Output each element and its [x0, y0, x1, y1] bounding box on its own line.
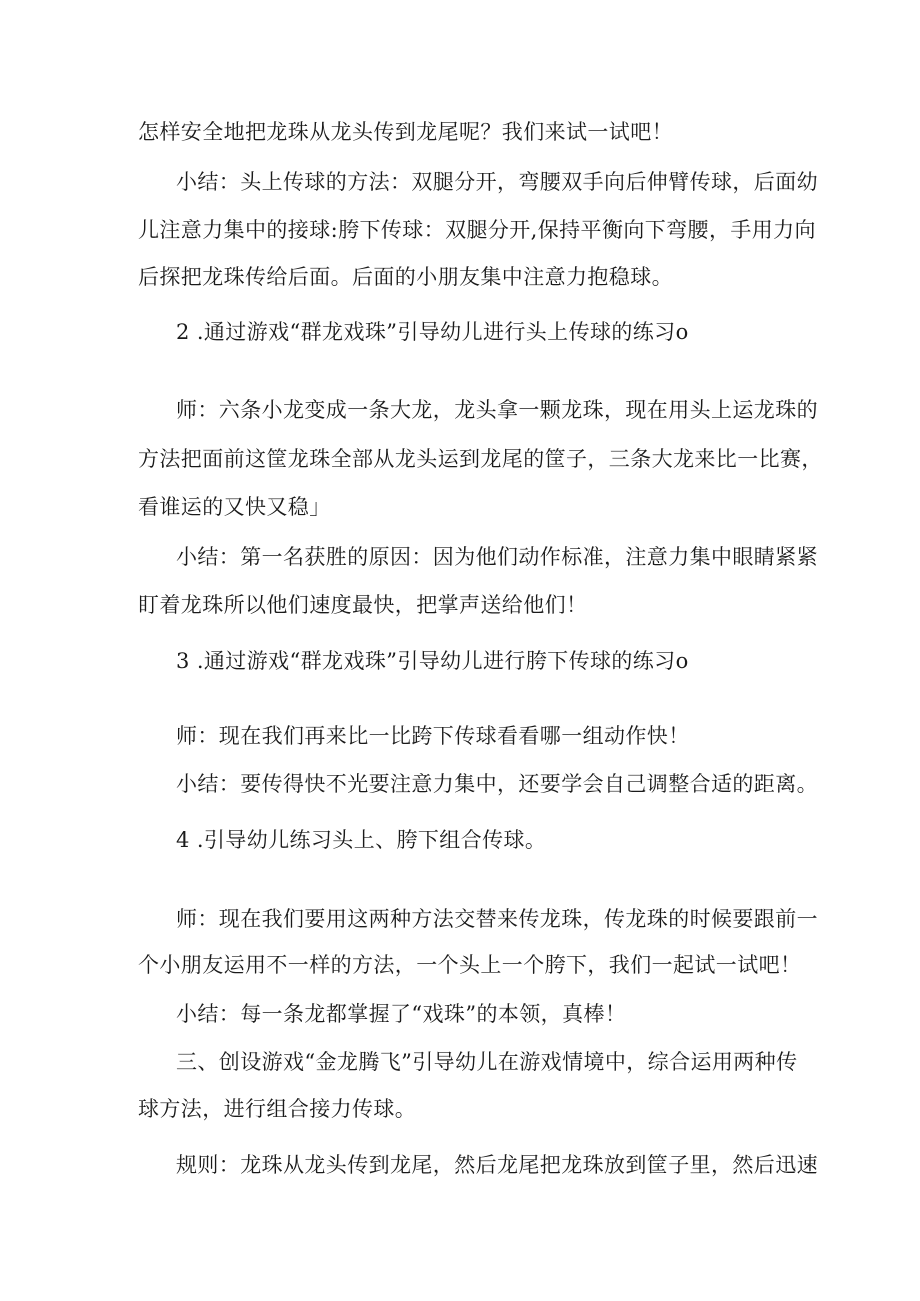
text-line: 看谁运的又快又稳」	[138, 495, 331, 519]
text-line: 盯着龙珠所以他们速度最快，把掌声送给他们！	[138, 593, 588, 617]
text-line: 方法把面前这筐龙珠全部从龙头运到龙尾的筐子，三条大龙来比一比赛，	[138, 447, 823, 471]
text-line: 规则：龙珠从龙头传到龙尾，然后龙尾把龙珠放到筐子里，然后迅速	[176, 1153, 818, 1177]
text-line: 小结：头上传球的方法：双腿分开，弯腰双手向后伸臂传球，后面幼	[176, 170, 818, 194]
section-heading: 2 .通过游戏“群龙戏珠”引导幼儿进行头上传球的练习o	[176, 320, 689, 344]
text-line: 小结：要传得快不光要注意力集中，还要学会自己调整合适的距离。	[176, 772, 818, 796]
text-line: 师：现在我们要用这两种方法交替来传龙珠，传龙珠的时候要跟前一	[176, 907, 818, 931]
text-line: 小结：第一名获胜的原因：因为他们动作标准，注意力集中眼睛紧紧	[176, 545, 818, 569]
section-heading: 3 .通过游戏“群龙戏珠”引导幼儿进行胯下传球的练习o	[176, 649, 689, 673]
text-line: 后探把龙珠传给后面。后面的小朋友集中注意力抱稳球。	[138, 265, 673, 289]
text-line: 师：六条小龙变成一条大龙，龙头拿一颗龙珠，现在用头上运龙珠的	[176, 398, 818, 422]
text-line: 儿注意力集中的接球:胯下传球：双腿分开,保持平衡向下弯腰，手用力向	[138, 218, 816, 242]
text-line: 怎样安全地把龙珠从龙头传到龙尾呢？我们来试一试吧！	[138, 120, 673, 144]
text-line: 师：现在我们再来比一比跨下传球看看哪一组动作快！	[176, 724, 690, 748]
text-line: 个小朋友运用不一样的方法，一个头上一个胯下，我们一起试一试吧！	[138, 953, 802, 977]
section-heading: 三、创设游戏“金龙腾飞”引导幼儿在游戏情境中，综合运用两种传	[176, 1050, 798, 1074]
text-line: 球方法，进行组合接力传球。	[138, 1097, 417, 1121]
text-line: 小结：每一条龙都掌握了“戏珠”的本领，真棒！	[176, 1002, 627, 1026]
section-heading: 4 .引导幼儿练习头上、胯下组合传球。	[176, 828, 547, 852]
